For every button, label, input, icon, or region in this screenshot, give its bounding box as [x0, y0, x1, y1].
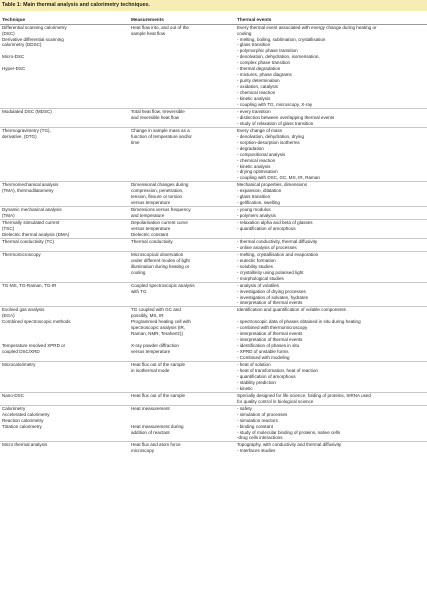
cell-line: addition of reactant — [131, 429, 170, 435]
cell-line — [131, 435, 233, 441]
cell-line: - melting, boiling, sublimation, crystallisation — [237, 36, 326, 42]
cell-line: - every transition — [237, 108, 271, 114]
cell-line: Thermal conductivity — [131, 238, 173, 244]
measurement-cell — [129, 24, 235, 108]
cell-line: Micro thermal analysis — [2, 442, 48, 448]
cell-line: - desolvation, dehydration, drying — [237, 133, 304, 139]
cell-line: - desolvation, dehydration, isomerisation, — [237, 54, 320, 60]
cell-line: Total heat flow, Irreversible — [131, 108, 185, 114]
cell-line: - kinetic — [237, 385, 253, 391]
cell-line: coupled DSC/XRD — [2, 349, 40, 355]
cell-line: - thermal conductivity, thermal diffusivity — [237, 238, 318, 244]
table-row — [0, 405, 427, 442]
cell-line: in isothermal mode — [131, 367, 170, 373]
cell-line: - purity determination — [237, 78, 280, 84]
cell-line: cooling — [131, 269, 146, 275]
cell-line: Thermogravimetry (TG), — [2, 127, 51, 133]
cell-line: calorimetry (DDSC) — [2, 42, 42, 48]
cell-line: - degradation — [237, 145, 264, 151]
cell-line: - investigation of solvates, hydrates — [237, 294, 309, 300]
cell-line: - simulation of processes — [237, 411, 288, 417]
cell-line: time — [131, 139, 140, 145]
cell-line: versus temperature — [131, 349, 171, 355]
header-thermal-events: Thermal events — [235, 17, 427, 24]
events-cell — [235, 24, 427, 108]
cell-line: for quality control in biological science — [237, 398, 314, 404]
cell-line: - interpretation of thermal events — [237, 300, 303, 306]
cell-line: - stability prediction — [237, 379, 276, 385]
cell-line: Dielectric thermal analysis (DMA) — [2, 232, 70, 237]
cell-line: - XPRD of unstable forms — [237, 349, 289, 355]
cell-line: Calorimetry — [2, 405, 26, 411]
measurement-cell — [129, 108, 235, 127]
cell-line: - crystallinity using polarised light — [237, 269, 304, 275]
cell-line: (EGA) — [2, 313, 15, 319]
events-cell — [235, 182, 427, 207]
cell-line: Accelerated calorimetry — [2, 411, 50, 417]
cell-line: and reversible heat flow — [131, 114, 180, 120]
cell-line: Raman, NMR, Terahertz)) — [131, 331, 183, 337]
cell-line: Heat flux out of the sample — [131, 392, 186, 398]
cell-line: tension, flexure or torsion — [131, 194, 183, 200]
cell-line: - heat of transformation, heat of reaction — [237, 367, 318, 373]
technique-cell — [0, 251, 129, 282]
measurement-cell — [129, 182, 235, 207]
table-row — [0, 238, 427, 251]
table-row — [0, 127, 427, 182]
cell-line: - gelification, swelling — [237, 200, 280, 206]
measurement-cell — [129, 405, 235, 442]
events-cell — [235, 392, 427, 405]
measurement-cell — [129, 127, 235, 182]
cell-line: - glass transition — [237, 194, 271, 200]
measurement-cell — [129, 220, 235, 239]
cell-line: Modulated DSC (MDSC) — [2, 108, 52, 114]
techniques-table — [0, 17, 427, 454]
cell-line — [2, 102, 127, 108]
cell-line: - compositional analysis — [237, 151, 286, 157]
cell-line: -drug cells interactions — [237, 435, 283, 441]
cell-line: microscopy — [131, 448, 154, 454]
cell-line: versus temperature — [131, 226, 171, 232]
cell-line: - kinetic analysis — [237, 96, 271, 102]
cell-line: - chemical reaction — [237, 157, 276, 163]
cell-line: Thermomicroscopy — [2, 251, 41, 257]
events-cell — [235, 251, 427, 282]
cell-line: - morphological studies — [237, 275, 284, 281]
cell-line: - eutectic formation — [237, 257, 276, 263]
cell-line: Coupled spectroscopic analysis — [131, 282, 195, 288]
cell-line: Reaction calorimetry — [2, 417, 44, 423]
cell-line: - coupling with TG, microscopy, X-ray — [237, 101, 313, 107]
cell-line: TG coupled with GC and — [131, 307, 181, 313]
technique-cell — [0, 307, 129, 362]
cell-line: sample heat flow — [131, 30, 166, 36]
cell-line: - polymorphic phase transition — [237, 48, 298, 54]
measurement-cell — [129, 307, 235, 362]
cell-line: Titration calorimetry — [2, 423, 42, 429]
cell-line: Specially designed for life science, folding of proteins, SIRNA used — [237, 392, 371, 398]
events-cell — [235, 307, 427, 362]
cell-line: (DSC) — [2, 30, 15, 36]
cell-line: function of temperature and/or — [131, 133, 192, 139]
cell-line: Identification and quantification of volatile components — [237, 307, 346, 313]
events-cell — [235, 108, 427, 127]
technique-cell — [0, 392, 129, 405]
cell-line: - Combined with modeling — [237, 355, 290, 361]
cell-line: Nano-DSC — [2, 392, 24, 398]
cell-line: - binding constant — [237, 423, 273, 429]
events-cell — [235, 220, 427, 239]
cell-line: Derivative differential scanning — [2, 36, 64, 42]
cell-line: - study of relaxation of glass transition — [237, 120, 314, 126]
cell-line: Thermomechanical analysis — [2, 182, 59, 188]
cell-line: - spectroscopic data of phases obtained in situ during heating — [237, 319, 361, 325]
technique-cell — [0, 282, 129, 307]
header-technique: Technique — [0, 17, 129, 24]
technique-cell — [0, 207, 129, 220]
cell-line: - combined with thermomicroscopy — [237, 325, 308, 331]
table-row — [0, 362, 427, 393]
cell-line: - interpretation of thermal events — [237, 331, 303, 337]
table-row — [0, 307, 427, 362]
cell-line: - simulation reactors — [237, 417, 278, 423]
table-row — [0, 392, 427, 405]
technique-cell — [0, 238, 129, 251]
cell-line: Thermal conductivity (TC) — [2, 238, 55, 244]
table-row — [0, 182, 427, 207]
cell-line: derivative, (DTG) — [2, 133, 37, 139]
cell-line: spectroscopic analysis (IR, — [131, 325, 186, 331]
cell-line: - distinction between overlapping thermal events — [237, 114, 335, 120]
cell-line: under different modes of light — [131, 257, 190, 263]
cell-line: - study of molecular binding of proteins, native cells — [237, 429, 341, 435]
cell-line: (TMA) — [2, 213, 15, 219]
cell-line: (TMA), thermodilatometry — [2, 188, 54, 194]
measurement-cell — [129, 282, 235, 307]
events-cell — [235, 238, 427, 251]
cell-line: possibly, MS, IR — [131, 313, 164, 319]
cell-line: - online analysis of processes — [237, 244, 297, 250]
cell-line: Combined spectroscopic methods — [2, 319, 71, 325]
cell-line: - identification of phases in situ — [237, 343, 300, 349]
cell-line: Microcalorimetry — [2, 362, 36, 368]
table-row — [0, 442, 427, 454]
cell-line: Every thermal event associated with energy change during heating or — [237, 24, 377, 30]
cell-line: Micro-DSC — [2, 54, 25, 60]
cell-line: Heat flux and atom force — [131, 442, 181, 448]
cell-line: - kinetic analysis — [237, 163, 271, 169]
measurement-cell — [129, 362, 235, 393]
technique-cell — [0, 362, 129, 393]
measurement-cell — [129, 238, 235, 251]
header-measurements: Measurements — [129, 17, 235, 24]
cell-line: and temperature — [131, 213, 165, 219]
technique-cell — [0, 127, 129, 182]
cell-line: - analysis of volatiles — [237, 282, 279, 288]
cell-line: Heat flow into, and out of the — [131, 24, 189, 30]
cell-line: - coupling with DSC, GC, MS, IR, Raman — [237, 175, 320, 181]
cell-line: - drying optimisation — [237, 169, 278, 175]
cell-line: Every change of mass — [237, 127, 282, 133]
cell-line: - oxidation, catalysis — [237, 84, 278, 90]
technique-cell — [0, 24, 129, 108]
cell-line: Mechanical properties, dimensions — [237, 182, 308, 188]
cell-line: - solubility studies — [237, 263, 273, 269]
cell-line — [2, 435, 127, 441]
cell-line: Heat measurement — [131, 405, 170, 411]
cell-line: illumination during heating or — [131, 263, 190, 269]
cell-line: - interpretation of thermal events — [237, 337, 303, 343]
cell-line: cooling — [237, 30, 252, 36]
cell-line: - complex phase transition — [237, 60, 291, 66]
events-cell — [235, 405, 427, 442]
measurement-cell — [129, 442, 235, 454]
cell-line: - investigation of drying processes — [237, 288, 306, 294]
cell-line: Dynamic mechanical analysis — [2, 207, 62, 213]
events-cell — [235, 127, 427, 182]
technique-cell — [0, 442, 129, 454]
measurement-cell — [129, 251, 235, 282]
cell-line: compression, penetration, — [131, 188, 184, 194]
cell-line: Microscopical observation — [131, 251, 184, 257]
cell-line: Differential scanning calorimetry — [2, 24, 67, 30]
cell-line: - expansion, dilatation — [237, 188, 282, 194]
cell-line: versus temperature — [131, 200, 171, 206]
technique-cell — [0, 182, 129, 207]
cell-line: Change in sample mass as a — [131, 127, 190, 133]
cell-line: - Interfaces studies — [237, 448, 276, 454]
technique-cell — [0, 108, 129, 127]
table-row — [0, 251, 427, 282]
cell-line: - quantification of amorphous — [237, 373, 296, 379]
cell-line: Heat measurement during — [131, 423, 184, 429]
cell-line: Thermally stimulated current — [2, 220, 60, 226]
technique-cell — [0, 220, 129, 239]
cell-line: - mixtures, phase diagrams — [237, 72, 292, 78]
cell-line: - melting, crystallisation and evaporation — [237, 251, 319, 257]
cell-line: (TSC) — [2, 226, 15, 232]
cell-line: - young modulus — [237, 207, 271, 213]
cell-line: Evolved gas analysis — [2, 307, 45, 313]
events-cell — [235, 207, 427, 220]
events-cell — [235, 442, 427, 454]
events-cell — [235, 362, 427, 393]
cell-line: Topography, with conductivity and thermal diffusivity — [237, 442, 342, 448]
cell-line: - polymers analysis — [237, 213, 276, 219]
table-row — [0, 220, 427, 239]
table-row — [0, 108, 427, 127]
cell-line: - sorption-desorption isotherms — [237, 139, 300, 145]
table-row — [0, 207, 427, 220]
table-body — [0, 24, 427, 454]
cell-line: with TG — [131, 288, 147, 294]
cell-line: Dimensions versus frequency — [131, 207, 191, 213]
table-header-row — [0, 17, 427, 24]
cell-line: Temperature resolved XPRD or — [2, 343, 66, 349]
measurement-cell — [129, 392, 235, 405]
cell-line: - relaxation alpha and beta of glasses — [237, 220, 313, 226]
measurement-cell — [129, 207, 235, 220]
cell-line: - quantification of amorphous — [237, 226, 296, 232]
cell-line: Programmed heating cell with — [131, 319, 191, 325]
cell-line: Hyper-DSC — [2, 66, 26, 72]
cell-line: - safety — [237, 405, 252, 411]
table-row — [0, 282, 427, 307]
cell-line: - thermal degradation — [237, 66, 281, 72]
cell-line: - chemical reaction — [237, 90, 276, 96]
technique-cell — [0, 405, 129, 442]
cell-line: - heat of solution — [237, 362, 271, 368]
cell-line: X-ray powder diffraction — [131, 343, 179, 349]
cell-line: Dimensional changes during — [131, 182, 189, 188]
cell-line: - glass transition — [237, 42, 271, 48]
events-cell — [235, 282, 427, 307]
table-caption: Table 1: Main thermal analysis and calorimetry techniques. — [0, 0, 427, 11]
cell-line: Heat flux out of the sample — [131, 362, 186, 368]
cell-line: Dielectric constant — [131, 232, 169, 237]
table-row — [0, 24, 427, 108]
cell-line: Depolarisation current curve — [131, 220, 188, 226]
cell-line: TG-MS, TG-Raman, TG-IR — [2, 282, 57, 288]
